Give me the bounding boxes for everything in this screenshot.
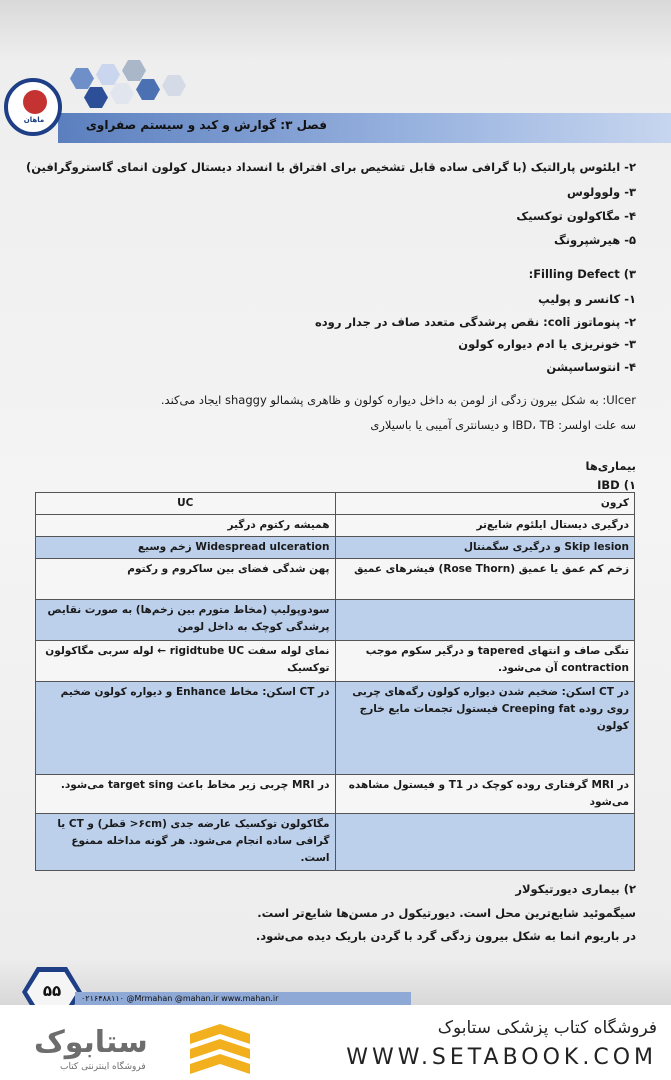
decorative-hexagon (162, 75, 186, 96)
store-name: فروشگاه کتاب پزشکی ستابوک (437, 1018, 657, 1038)
decorative-hexagon (96, 64, 120, 85)
body-text: سیگموئید شایع‌ترین محل است. دیورتیکول در مسن‌ها شایع‌تر است. (257, 906, 636, 920)
store-url[interactable]: WWW.SETABOOK.COM (346, 1045, 657, 1070)
table-cell-crohn: در MRI گرفتاری روده کوچک در T1 و فیستول مشاهده می‌شود (335, 775, 635, 814)
contact-strip: ۰۲۱۶۴۸۸۱۱۰ @Mrmahan @mahan.ir www.mahan.ir (75, 992, 411, 1005)
table-cell-uc: در CT اسکن: مخاط Enhance و دیواره کولون ضخیم (36, 682, 336, 775)
ulcer-causes: سه علت اولسر: IBD، TB و دیسانتری آمیبی یا باسیلاری (370, 418, 636, 432)
table-cell-uc: در MRI چربی زیر مخاط باعث target sing می‌شود. (36, 775, 336, 814)
table-cell-uc: نمای لوله سفت rigidtube UC ← لوله سربی مگاکولون توکسیک (36, 641, 336, 682)
mahan-logo (4, 78, 62, 136)
table-row (36, 515, 635, 537)
setabook-logo-subtitle: فروشگاه اینترنتی کتاب (60, 1062, 146, 1072)
table-header-uc: UC (36, 493, 336, 515)
table-cell-crohn: Skip lesion و درگیری سگمنتال (335, 537, 635, 559)
section-heading: بیماری‌ها (585, 459, 636, 473)
page-number: ۵۵ (42, 982, 62, 1000)
table-cell-uc: همیشه رکتوم درگیر (36, 515, 336, 537)
subsection-heading: ۱) IBD (597, 478, 636, 492)
table-row (36, 682, 635, 775)
decorative-hexagon (122, 60, 146, 81)
ulcer-text: Ulcer: به شکل بیرون زدگی از لومن به داخل دیواره کولون و ظاهری پشمالو shaggy ایجاد می‌کند. (160, 393, 636, 407)
decorative-hexagon (110, 83, 134, 104)
section-heading: ۳) Filling Defect: (528, 267, 636, 281)
decorative-hexagon (70, 68, 94, 89)
decorative-hexagon (136, 79, 160, 100)
crohn-uc-comparison-table (35, 492, 635, 871)
table-cell-crohn: در CT اسکن: ضخیم شدن دیواره کولون رگه‌های چربی روی روده Creeping fat فیستول تجمعات مایع خارج کولون (335, 682, 635, 775)
list-item: ۲- پنوماتوز coli: نقص پرشدگی متعدد صاف در جدار روده (314, 315, 636, 329)
logo-emblem-icon (23, 90, 47, 114)
list-item: ۳- خونریزی یا ادم دیواره کولون (458, 337, 636, 351)
list-item: ۲- ایلئوس پارالتیک (با گرافی ساده قابل تشخیص برای افتراق با انسداد دیستال کولون انمای گاستروگرافین) (25, 160, 636, 174)
setabook-logo (34, 1025, 148, 1060)
list-item: ۴- انتوساسپشن (546, 360, 636, 374)
table-row (36, 814, 635, 871)
table-cell-uc: مگاکولون توکسیک عارضه جدی (۶cm< قطر) و CT یا گرافی ساده انجام می‌شود. هر گونه مداخله ممنوع است. (36, 814, 336, 871)
list-item: ۱- کانسر و پولیپ (538, 292, 636, 306)
chapter-title: فصل ۳: گوارش و کبد و سیستم صفراوی (85, 118, 327, 132)
table-cell-crohn: زخم کم عمق یا عمیق (Rose Thorn) فیشرهای عمیق (335, 559, 635, 600)
logo-text: ماهان (23, 116, 45, 124)
table-row (36, 537, 635, 559)
table-cell-uc: Widespread ulceration زخم وسیع (36, 537, 336, 559)
table-cell-crohn: تنگی صاف و انتهای tapered و درگیر سکوم موجب contraction آن می‌شود. (335, 641, 635, 682)
setabook-logo-text: ستابوک (34, 1025, 148, 1060)
table-row (36, 559, 635, 600)
table-header-crohn: کرون (335, 493, 635, 515)
decorative-hexagon (84, 87, 108, 108)
list-item: ۵- هیرشپرونگ (553, 233, 636, 247)
table-cell-uc: سودوپولیپ (مخاط متورم بین زخم‌ها) به صورت نقایص پرشدگی کوچک به داخل لومن (36, 600, 336, 641)
table-cell-crohn (335, 814, 635, 871)
section-heading: ۲) بیماری دیورتیکولار (515, 882, 636, 896)
table-header-row (36, 493, 635, 515)
table-cell-crohn (335, 600, 635, 641)
table-row (36, 600, 635, 641)
table-cell-uc: پهن شدگی فضای بین ساکروم و رکتوم (36, 559, 336, 600)
body-text: در باریوم انما به شکل بیرون زدگی گرد با گردن باریک دیده می‌شود. (255, 929, 636, 943)
table-row (36, 775, 635, 814)
chevron-logo-icon (190, 1024, 250, 1074)
list-item: ۳- ولوولوس (566, 185, 636, 199)
table-cell-crohn: درگیری دیستال ایلئوم شایع‌تر (335, 515, 635, 537)
chapter-header-band (58, 113, 671, 143)
table-row (36, 641, 635, 682)
list-item: ۴- مگاکولون توکسیک (516, 209, 636, 223)
